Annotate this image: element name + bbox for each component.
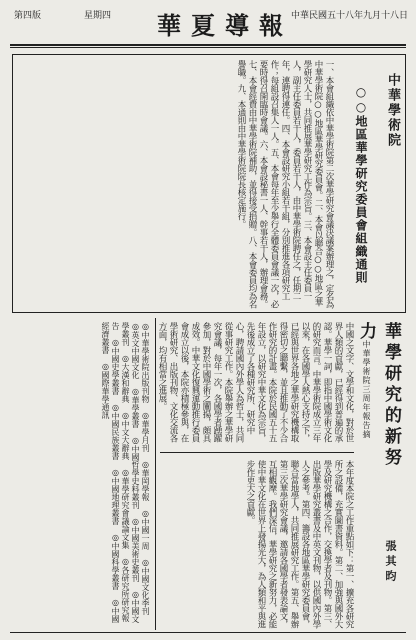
box-left-border [12,54,13,313]
article-byline: 張其昀 [384,540,397,585]
article-section-divider [160,452,354,453]
article-title: 華學研究的新努力 [356,322,401,469]
article-body-upper: 中國之文字、文學和文化，對於世界人類的貢獻，已經得到普遍的承認。華學一詞，即指中國學術文化的研究而言。中華學術院成立三年以來，在各國學人熱心支持之下，已經與世界各地之華學研究機構取得密切之聯繫，並且推動了不少合作研究的計畫。本院於民國五十五年設立，以研究中華文化為宗旨，先後成立了各種研究所、研究中心，聘請國內外學人為哲士，共同從事研究工作。本院舉辦之華學研究會議，每年一次，各國學者踴躍參加，對於中國學術之闡揚，頗具成效。中華文化復興運動推行委員會成立以後，本院亦積極參與，在學術研究、出版刊物、文化交流各方面，均有相當之進展。 [157,322,354,442]
box-title-regulations: ○○地區華學研究委員會組織通則 [354,84,368,284]
article-subtitle: 中華學術院三周年報告摘 [362,340,371,439]
box-title-institute: 中華學術院 [385,72,400,148]
box-right-border [405,54,406,313]
article-body-lower: 本年度本院之工作重點如下：第一、擴充各研究所之設備，充實圖書資料。第二、加強與國外大學及研究機構之合作，交換學者及刊物。第三、出版華學研究叢書及中英文刊物，以供國內外學人之參考。第四、籌設各地區華學研究委員會，聯合當地學人，共同推展研究工作。第五、舉辦第三次華學研究會議，邀請各國學者發表論文，互相觀摩。我們深信，華學研究之新努力，必能使中華文化在世界上發揚光大，為人類和平與進步作更大之貢獻。 [245,460,354,628]
publications-list: ◎中華學術院出版刊物 ◎華學月刊 ◎華岡學報 ◎中國一周 ◎中國文化季刊 ◎英文中國文化 ◎華學叢書 ◎中國哲學史料叢刊 ◎中國美術史叢刊 ◎中國文學叢刊 ◎大漢和辭典 ◎中文大辭典 ◎華學研究會議論文集 ◎各研究所研究報告 ◎中國史學叢書 ◎中國民族叢書 ◎中國地理叢書 ◎中國科學叢書 ◎中國經濟叢書 ◎國際華學通訊 [101,322,150,623]
newspaper-masthead: 華夏導報 [157,11,293,40]
box-regulations-text: 一、本會組織依中華學術院第二次華學研究會議決議案辦理之，定名為中華學術院○○地區華學研究委員會。二、本會以聯合○○地區之華學研究人士，共同推展華學研究工作為宗旨。三、本會設主任委員一人，副主任委員若干人，委員若干人，由中華學術院聘任之，任期二年，連聘得連任。四、本會設研究小組若干組，分別推進各項研究工作；每組設召集人一人。五、本會每年至少舉行全體委員會議一次，必要時得召開臨時會議。六、本會設秘書一人、幹事若干人，辦理會務。七、本會經費由中華學術院補助，並得接受捐贈。八、本會委員均為名譽職。九、本通則由中華學術院院長核定施行。 [236,60,334,308]
column-divider [155,318,156,630]
issue-date: 中華民國五十八年九月十八日 [290,11,408,21]
box-bottom-border [12,312,406,313]
box-top-border [12,54,406,55]
header-rule-thin [10,47,406,48]
page-number: 第四版 [14,11,42,21]
weekday: 星期四 [84,11,112,21]
header-rule [10,44,406,46]
footer-rule [10,632,406,633]
